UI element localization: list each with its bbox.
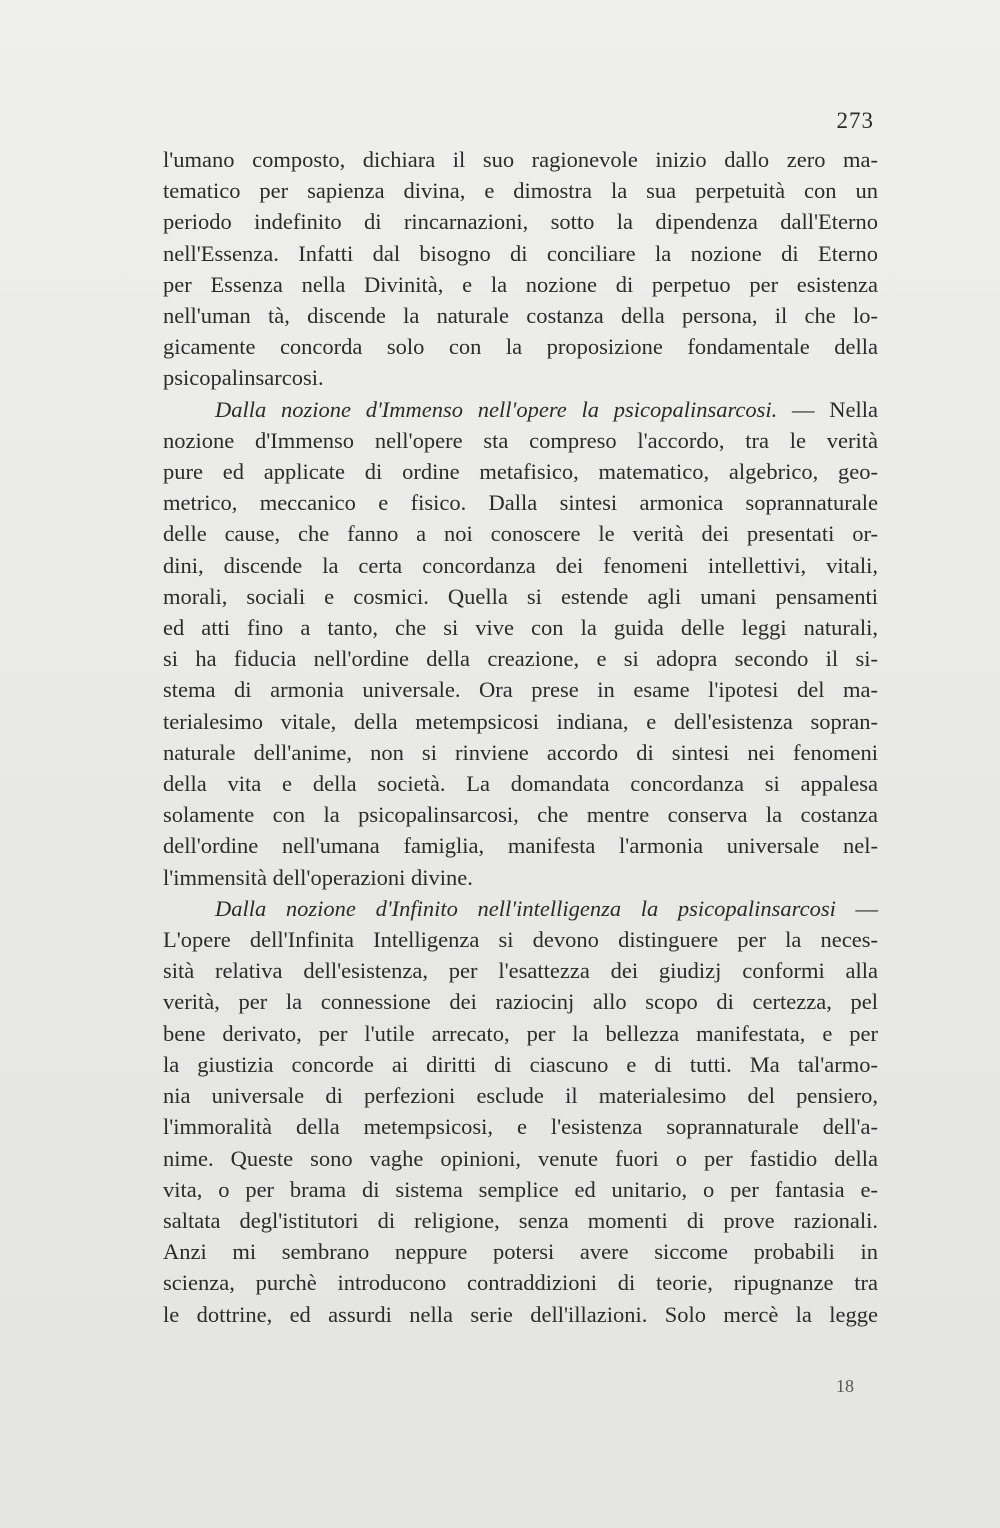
text-line: l'umano composto, dichiara il suo ragionevole inizio dallo zero ma-	[163, 147, 878, 172]
text-line: sità relativa dell'esistenza, per l'esattezza dei giudizj conformi alla	[163, 958, 878, 984]
text-line: della vita e della società. La domandata concordanza si appalesa	[163, 771, 878, 797]
section-heading-line	[163, 394, 878, 425]
text-line: verità, per la connessione dei raziocinj allo scopo di certezza, pel	[163, 989, 878, 1015]
text-line: ed atti fino a tanto, che si vive con la guida delle leggi naturali,	[163, 615, 878, 641]
text-line: naturale dell'anime, non si rinviene accordo di sintesi nei fenomeni	[163, 739, 878, 765]
section-immenso	[163, 394, 878, 893]
section-infinito	[163, 893, 878, 1330]
text-line: gicamente concorda solo con la proposizione fondamentale della	[163, 334, 878, 360]
text-line: vita, o per brama di sistema semplice ed unitario, o per fantasia e-	[163, 1176, 878, 1202]
signature-mark: 18	[836, 1376, 854, 1396]
text-line: l'immensità dell'operazioni divine.	[163, 864, 473, 890]
text-line: scienza, purchè introducono contraddizioni di teorie, ripugnanze tra	[163, 1270, 878, 1296]
text-line: nozione d'Immenso nell'opere sta compreso l'accordo, tra le verità	[163, 427, 878, 453]
text-line: si ha fiducia nell'ordine della creazione, e si adopra secondo il si-	[163, 646, 878, 672]
heading-line-rest: —	[855, 895, 879, 921]
text-line: metrico, meccanico e fisico. Dalla sintesi armonica soprannaturale	[163, 490, 878, 516]
body-text	[163, 144, 878, 1330]
text-line: terialesimo vitale, della metempsicosi indiana, e dell'esistenza sopran-	[163, 708, 878, 734]
text-line: per Essenza nella Divinità, e la nozione di perpetuo per esistenza	[163, 271, 878, 297]
text-line: dell'ordine nell'umana famiglia, manifesta l'armonia universale nel-	[163, 833, 878, 859]
text-line: tematico per sapienza divina, e dimostra la sua perpetuità con un	[163, 178, 878, 204]
section-heading: Dalla nozione d'Immenso nell'opere la psicopalinsarcosi.	[215, 396, 778, 422]
paragraph-1	[163, 144, 878, 394]
text-line: stema di armonia universale. Ora prese in esame l'ipotesi del ma-	[163, 677, 878, 703]
text-line: Anzi mi sembrano neppure potersi avere siccome probabili in	[163, 1239, 878, 1265]
text-line: l'immoralità della metempsicosi, e l'esistenza soprannaturale dell'a-	[163, 1114, 878, 1140]
section-heading-line	[163, 893, 878, 924]
heading-line-rest: — Nella	[792, 396, 879, 422]
text-line: saltata degl'istitutori di religione, senza momenti di prove razionali.	[163, 1207, 878, 1233]
text-line: psicopalinsarcosi.	[163, 365, 324, 391]
text-line: morali, sociali e cosmici. Quella si estende agli umani pensamenti	[163, 583, 878, 609]
text-line: nell'uman tà, discende la naturale costanza della persona, il che lo-	[163, 303, 878, 329]
text-line: nell'Essenza. Infatti dal bisogno di conciliare la nozione di Eterno	[163, 240, 878, 266]
text-line: bene derivato, per l'utile arrecato, per la bellezza manifestata, e per	[163, 1020, 878, 1046]
text-line: le dottrine, ed assurdi nella serie dell'illazioni. Solo mercè la legge	[163, 1301, 878, 1327]
text-line: nime. Queste sono vaghe opinioni, venute fuori o per fastidio della	[163, 1145, 878, 1171]
text-line: la giustizia concorde ai diritti di ciascuno e di tutti. Ma tal'armo-	[163, 1051, 878, 1077]
text-line: dini, discende la certa concordanza dei fenomeni intellettivi, vitali,	[163, 552, 878, 578]
page-number: 273	[836, 108, 874, 133]
text-line: periodo indefinito di rincarnazioni, sotto la dipendenza dall'Eterno	[163, 209, 878, 235]
section-heading: Dalla nozione d'Infinito nell'intelligenza la psicopalinsarcosi	[215, 895, 836, 921]
text-line: pure ed applicate di ordine metafisico, matematico, algebrico, geo-	[163, 459, 878, 485]
text-line: nia universale di perfezioni esclude il materialesimo del pensiero,	[163, 1083, 878, 1109]
text-line: delle cause, che fanno a noi conoscere le verità dei presentati or-	[163, 521, 878, 547]
text-line: solamente con la psicopalinsarcosi, che mentre conserva la costanza	[163, 802, 878, 828]
text-line: L'opere dell'Infinita Intelligenza si devono distinguere per la neces-	[163, 927, 878, 953]
